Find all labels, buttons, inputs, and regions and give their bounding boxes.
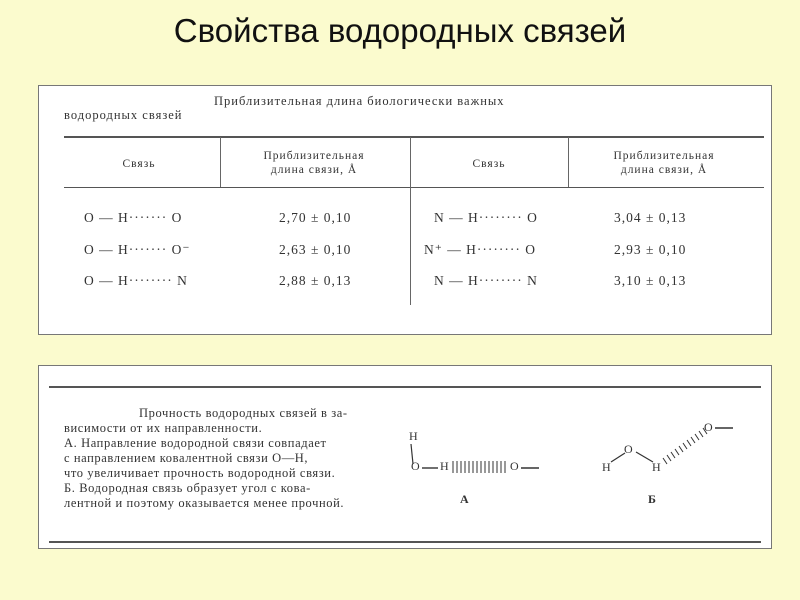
figure-text-line: висимости от их направленности. — [64, 421, 263, 435]
table-cell-bond: N — H········ N — [434, 273, 538, 288]
atom-h-label: H — [602, 460, 611, 474]
diagram-label-b: Б — [648, 492, 656, 506]
table-cell-bond: O — H······· O — [84, 210, 183, 225]
table-caption-line1: Приблизительная длина биологически важных — [214, 94, 505, 108]
diagram-label-a: А — [460, 492, 469, 506]
table-cell-length: 3,10 ± 0,13 — [614, 273, 687, 288]
figure-text-line: что увеличивает прочность водородной связи. — [64, 466, 336, 480]
header-length-right — [579, 149, 749, 177]
table-cell-length: 3,04 ± 0,13 — [614, 210, 687, 225]
figure-text-line: Б. Водородная связь образует угол с кова- — [64, 481, 311, 495]
column-divider — [568, 137, 569, 187]
table-cell-length: 2,88 ± 0,13 — [279, 273, 352, 288]
atom-h-label: H — [652, 460, 661, 474]
table-cell-length: 2,70 ± 0,10 — [279, 210, 352, 225]
header-length-left — [229, 149, 399, 177]
figure-top-rule — [49, 386, 761, 388]
atom-h-label: H — [409, 429, 418, 443]
header-length-line1: Приблизительная — [613, 150, 715, 162]
header-bond-left: Связь — [122, 158, 156, 170]
figure-text-line: лентной и поэтому оказывается менее прочной. — [64, 496, 345, 510]
table-cell-bond: O — H······· O⁻ — [84, 242, 191, 257]
figure-text-line: Прочность водородных связей в за- — [139, 406, 348, 420]
header-length-line2: длина связи, Å — [620, 164, 708, 176]
table-caption-line2: водородных связей — [64, 108, 183, 122]
table-cell-bond: N⁺ — H········ O — [424, 242, 536, 257]
header-length-line2: длина связи, Å — [270, 164, 358, 176]
column-divider — [410, 137, 411, 305]
atom-o-label: O — [510, 459, 519, 473]
oh-bond-line-a — [422, 465, 440, 471]
atom-o-label: O — [411, 459, 420, 473]
figure-text-line: с направлением ковалентной связи О—Н, — [64, 451, 309, 465]
figure-bottom-rule — [49, 541, 761, 543]
hydrogen-bond-hatch-a — [452, 460, 512, 474]
table-cell-length: 2,93 ± 0,10 — [614, 242, 687, 257]
figure-caption — [64, 406, 404, 511]
slide-title: Свойства водородных связей — [173, 12, 627, 49]
table-cell-bond: N — H········ O — [434, 210, 538, 225]
header-bond-right: Связь — [472, 158, 506, 170]
table-caption — [64, 94, 584, 122]
table-top-rule — [64, 136, 764, 138]
figure-text-line: А. Направление водородной связи совпадает — [64, 436, 327, 450]
covalent-bond-line-b — [715, 425, 737, 431]
column-divider — [220, 137, 221, 187]
header-length-line1: Приблизительная — [263, 150, 365, 162]
bond-length-table-panel — [38, 85, 772, 335]
atom-o-label: O — [704, 420, 713, 434]
covalent-bond-line-a — [521, 465, 543, 471]
atom-o-label: O — [624, 442, 633, 456]
atom-h-label: H — [440, 459, 449, 473]
bond-direction-figure-panel — [38, 365, 772, 549]
table-cell-bond: O — H········ N — [84, 273, 188, 288]
table-header-rule — [64, 187, 764, 188]
table-cell-length: 2,63 ± 0,10 — [279, 242, 352, 257]
